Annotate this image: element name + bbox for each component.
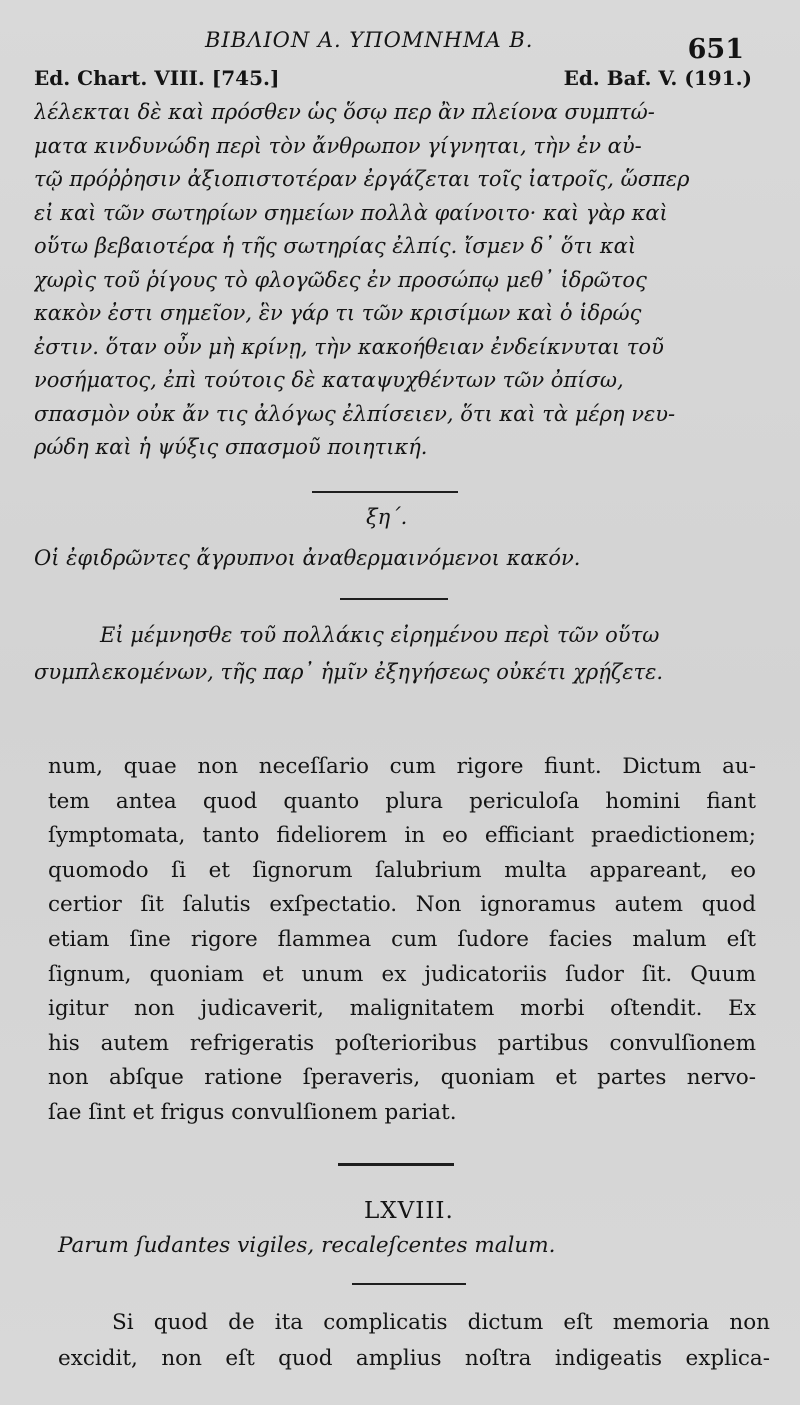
text-line: σπασμὸν οὐκ ἄν τις ἀλόγως ἐλπίσειεν, ὅτι καὶ τὰ μέρη νευ- xyxy=(34,401,676,426)
text-line: igitur non judicaverit, malignitatem morbi oſtendit. Ex xyxy=(48,996,756,1022)
text-line: non abſque ratione ſperaveris, quoniam et partes nervo- xyxy=(48,1065,756,1091)
running-title: ΒΙΒΛΙΟΝ Α. ΥΠΟΜΝΗΜΑ Β. xyxy=(205,28,534,52)
greek-aphorism: Οἱ ἐφιδρῶντες ἄγρυπνοι ἀναθερμαινόμενοι κακόν. xyxy=(34,546,581,570)
text-line: num, quae non neceſſario cum rigore fiunt. Dictum au- xyxy=(48,754,756,779)
text-line: εἰ καὶ τῶν σωτηρίων σημείων πολλὰ φαίνοιτο· καὶ γὰρ καὶ xyxy=(34,200,668,225)
latin-translation-text xyxy=(48,750,756,1131)
section-divider xyxy=(352,1283,466,1285)
section-divider xyxy=(340,598,448,600)
text-line: ſae ſint et frigus convulſionem pariat. xyxy=(48,1099,457,1125)
latin-aphorism: Parum ſudantes vigiles, recaleſcentes malum. xyxy=(58,1233,556,1258)
text-line: ſymptomata, tanto fideliorem in eo efficiant praedictionem; xyxy=(48,823,756,849)
section-divider xyxy=(312,491,458,493)
text-line: ρώδη καὶ ἡ ψύξις σπασμοῦ ποιητική. xyxy=(34,435,428,459)
text-line: χωρὶς τοῦ ῥίγους τὸ φλογῶδες ἐν προσώπῳ μεθ᾽ ἱδρῶτος xyxy=(34,267,647,292)
text-line: συμπλεκομένων, τῆς παρ᾽ ἡμῖν ἐξηγήσεως οὐκέτι χρῄζετε. xyxy=(34,660,664,684)
edition-basel-ref: Ed. Baf. V. (191.) xyxy=(563,66,752,90)
greek-aphorism-commentary xyxy=(34,617,750,691)
edition-chartier-ref: Ed. Chart. VIII. [745.] xyxy=(34,66,280,90)
text-line: ἐστιν. ὅταν οὖν μὴ κρίνῃ, τὴν κακοήθειαν ἐνδείκνυται τοῦ xyxy=(34,334,664,359)
text-line: ſignum, quoniam et unum ex judicatoriis ſudor ſit. Quum xyxy=(48,961,756,987)
text-line: his autem refrigeratis poſterioribus partibus convulſionem xyxy=(48,1030,756,1056)
text-line: excidit, non eſt quod amplius noſtra indigeatis explica- xyxy=(58,1346,770,1371)
page-number: 651 xyxy=(687,34,744,65)
text-line: certior ſit ſalutis exſpectatio. Non ignoramus autem quod xyxy=(48,892,756,918)
latin-aphorism-commentary xyxy=(58,1305,770,1377)
text-line: τῷ πρόῤῥησιν ἀξιοπιστοτέραν ἐργάζεται τοῖς ἰατροῖς, ὥσπερ xyxy=(34,167,690,191)
text-line: νοσήματος, ἐπὶ τούτοις δὲ καταψυχθέντων τῶν ὀπίσω, xyxy=(34,368,624,392)
text-line: Si quod de ita complicatis dictum eſt memoria non xyxy=(112,1310,770,1335)
text-line: etiam ſine rigore flammea cum ſudore facies malum eſt xyxy=(48,926,756,952)
text-line: κακὸν ἐστι σημεῖον, ἓν γάρ τι τῶν κρισίμων καὶ ὁ ἱδρώς xyxy=(34,301,642,325)
edition-reference-line xyxy=(34,66,752,94)
greek-aphorism-number: ξη΄. xyxy=(366,505,408,529)
section-divider xyxy=(338,1163,454,1166)
running-head xyxy=(0,28,800,68)
text-line: οὕτω βεβαιοτέρα ἡ τῆς σωτηρίας ἐλπίς. ἴσμεν δ᾽ ὅτι καὶ xyxy=(34,234,637,258)
text-line: ματα κινδυνώδη περὶ τὸν ἄνθρωπον γίγνηται, τὴν ἐν αὐ- xyxy=(34,133,642,158)
text-line: λέλεκται δὲ καὶ πρόσθεν ὡς ὅσῳ περ ἂν πλείονα συμπτώ- xyxy=(34,100,655,124)
latin-aphorism-number: LXVIII. xyxy=(364,1198,454,1224)
text-line: Εἰ μέμνησθε τοῦ πολλάκις εἰρημένου περὶ τῶν οὕτω xyxy=(100,623,660,647)
text-line: tem antea quod quanto plura periculoſa homini fiant xyxy=(48,788,756,814)
text-line: quomodo ſi et ſignorum ſalubrium multa appareant, eo xyxy=(48,857,756,883)
greek-commentary-text xyxy=(34,96,752,465)
